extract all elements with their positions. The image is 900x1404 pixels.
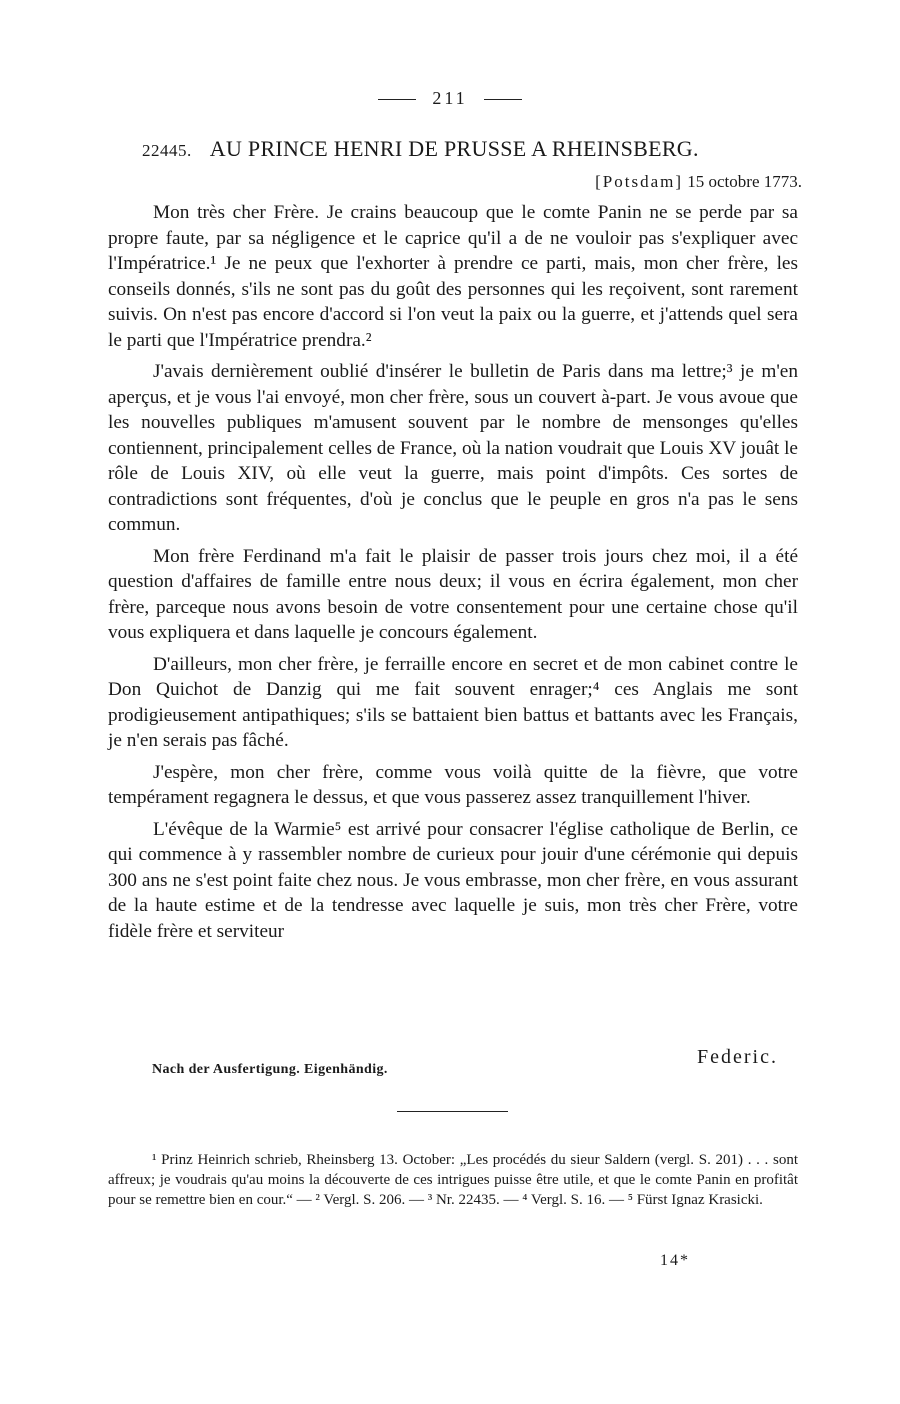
letter-heading: [142, 136, 802, 162]
signature: Federic.: [697, 1046, 778, 1068]
paragraph-1: Mon très cher Frère. Je crains beaucoup que le comte Panin ne se perde par sa propre faute, par sa négligence et le caprice qu'il a de ne vouloir pas s'expliquer avec l'Impératrice.¹ Je ne peux que l'exhorter à prendre ce parti, mais, mon cher frère, les conseils donnés, s'ils ne sont pas du goût des personnes qui les reçoivent, sont rarement suivis. On n'est pas encore d'accord si l'on veut la paix ou la guerre, et j'attends quel sera le parti que l'Impératrice prendra.²: [108, 202, 798, 351]
page-number-rule-right: [484, 99, 522, 100]
printer-signature-mark: 14*: [660, 1252, 690, 1269]
footnotes-text: ¹ Prinz Heinrich schrieb, Rheinsberg 13. October: „Les procédés du sieur Saldern (vergl. S. 201) . . . sont affreux; je voudrais qu'au moins la découverte de ces intrigues puisse être utile, et que le comte Panin en profitât pour se remettre bien en cour.“ — ² Vergl. S. 206. — ³ Nr. 22435. — ⁴ Vergl. S. 16. — ⁵ Fürst Ignaz Krasicki.: [108, 1152, 798, 1208]
paragraph-4: D'ailleurs, mon cher frère, je ferraille encore en secret et de mon cabinet contre le Don Quichot de Danzig qui me fait souvent enrager;⁴ ces Anglais me sont prodigieusement antipathiques; s'ils se battaient bien battus et battants avec les Français, je n'en serais pas fâché.: [108, 653, 798, 751]
letter-date: 15 octobre 1773.: [687, 172, 802, 191]
footnotes: [108, 1150, 798, 1210]
letter-number: 22445.: [142, 141, 192, 160]
letter-body: [108, 200, 798, 950]
paragraph-2: J'avais dernièrement oublié d'insérer le bulletin de Paris dans ma lettre;³ je m'en aperçus, et je vous l'ai envoyé, mon cher frère, sous un couvert à-part. Je vous avoue que les nouvelles publiques m'amusent souvent par le nombre de mensonges qu'elles contiennent, principalement celles de France, où la nation voudrait que Louis XV jouât le rôle de Louis XIV, où elle veut la guerre, mais point d'impôts. Ces sortes de contradictions sont fréquentes, d'où je conclus que le peuple en gros n'a pas le sens commun.: [108, 361, 798, 535]
page-number: [0, 88, 900, 109]
paragraph-3: Mon frère Ferdinand m'a fait le plaisir de passer trois jours chez moi, il a été question d'affaires de famille entre nous deux; il vous en écrira également, mon cher frère, parceque nous avons besoin de votre consentement pour une certaine chose qu'il vous expliquera et dans laquelle je concours également.: [108, 545, 798, 643]
page-number-text: 211: [432, 88, 468, 108]
paragraph-5: J'espère, mon cher frère, comme vous voilà quitte de la fièvre, que votre tempérament regagnera le dessus, et que vous passerez assez tranquillement l'hiver.: [108, 761, 798, 808]
paragraph-6: L'évêque de la Warmie⁵ est arrivé pour consacrer l'église catholique de Berlin, ce qui commence à y rassembler nombre de curieux pour jouir d'une cérémonie qui depuis 300 ans ne s'est point faite chez nous. Je vous embrasse, mon cher frère, en vous assurant de la haute estime et de la tendresse avec laquelle je suis, mon très cher Frère, votre fidèle frère et serviteur: [108, 818, 798, 942]
letter-place: [Potsdam]: [595, 172, 684, 191]
letter-title: AU PRINCE HENRI DE PRUSSE A RHEINSBERG.: [209, 136, 699, 161]
source-note: Nach der Ausfertigung. Eigenhändig.: [152, 1062, 388, 1077]
footnote-divider: [397, 1111, 508, 1112]
page-number-rule-left: [378, 99, 416, 100]
dateline: [595, 172, 802, 192]
